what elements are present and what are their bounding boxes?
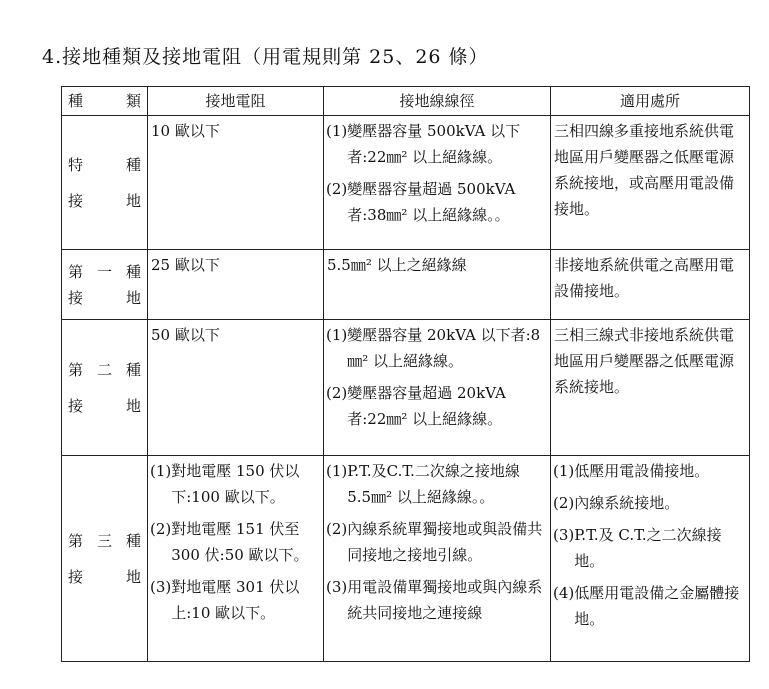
type-char: 地: [125, 288, 141, 307]
item-number: (2): [326, 520, 348, 538]
type-line: [68, 285, 141, 311]
cell-type: [62, 456, 148, 662]
item-text: 對地電壓 151 伏至 300 伏:50 歐以下。: [171, 520, 309, 564]
wire-item: [326, 516, 548, 568]
item-number: (1): [326, 462, 348, 480]
cell-type: [62, 250, 148, 320]
item-text: 25 歐以下: [151, 256, 220, 274]
item-number: (3): [326, 578, 348, 596]
item-number: (2): [150, 520, 172, 538]
table-row: [62, 456, 750, 662]
item-text: 50 歐以下: [151, 326, 220, 344]
usage-item: [553, 522, 747, 574]
item-text: 對地電壓 301 伏以上:10 歐以下。: [171, 578, 300, 622]
item-text: 三相四線多重接地系統供電地區用戶變壓器之低壓電源系統接地，或高壓用電設備接地。: [554, 122, 735, 218]
type-char: 接: [68, 191, 84, 210]
item-number: (4): [553, 584, 575, 602]
type-char: 地: [125, 191, 141, 210]
item-text: 低壓用電設備接地。: [574, 462, 710, 480]
cell-resistance: [148, 320, 324, 456]
wire-item: [326, 118, 548, 170]
cell-wire: [324, 250, 551, 320]
type-line: [68, 357, 141, 383]
item-text: 5.5㎜² 以上之絕緣線: [327, 256, 467, 274]
item-text: 內線系統單獨接地或與設備共同接地之接地引線。: [347, 520, 543, 564]
cell-usage: [551, 320, 750, 456]
type-char: 第: [68, 360, 84, 379]
item-number: (1): [150, 462, 172, 480]
item-text: 非接地系統供電之高壓用電設備接地。: [554, 256, 735, 300]
usage-item: [553, 490, 747, 516]
table-row: [62, 250, 750, 320]
type-char: 一: [96, 262, 112, 281]
type-char: 二: [96, 360, 112, 379]
header-resistance: 接地電阻: [148, 87, 324, 116]
type-char: 三: [96, 531, 112, 550]
item-number: (1): [326, 326, 348, 344]
wire-item: [326, 252, 548, 278]
usage-item: [553, 252, 747, 304]
item-text: 變壓器容量超過 500kVA 者:38㎜² 以上絕緣線。。: [347, 180, 516, 224]
type-char: 種: [125, 360, 141, 379]
item-number: (2): [553, 494, 575, 512]
type-char: 種: [125, 155, 141, 174]
header-usage: 適用處所: [551, 87, 750, 116]
table-row: [62, 116, 750, 250]
table-row: [62, 320, 750, 456]
header-wire: 接地線線徑: [324, 87, 551, 116]
type-char: 種: [125, 531, 141, 550]
cell-resistance: [148, 250, 324, 320]
item-text: 10 歐以下: [151, 122, 220, 140]
item-number: (3): [150, 578, 172, 596]
item-number: (3): [553, 526, 575, 544]
cell-type: [62, 116, 148, 250]
type-line: [68, 564, 141, 590]
item-text: P.T.及 C.T.之二次線接地。: [574, 526, 722, 570]
item-text: 三相三線式非接地系統供電地區用戶變壓器之低壓電源系統接地。: [554, 326, 735, 396]
cell-wire: [324, 456, 551, 662]
table-header-row: [62, 87, 750, 116]
type-line: [68, 259, 141, 285]
item-number: (2): [326, 384, 348, 402]
cell-usage: [551, 116, 750, 250]
type-line: [68, 393, 141, 419]
grounding-table: [61, 86, 750, 662]
resistance-item: [150, 322, 321, 348]
type-line: [68, 528, 141, 554]
type-line: [68, 152, 141, 178]
usage-item: [553, 322, 747, 400]
type-char: 第: [68, 531, 84, 550]
resistance-item: [150, 118, 321, 144]
wire-item: [326, 458, 548, 510]
item-text: 內線系統接地。: [574, 494, 680, 512]
type-char: 種: [125, 262, 141, 281]
item-number: (2): [326, 180, 348, 198]
type-char: 接: [68, 288, 84, 307]
cell-wire: [324, 320, 551, 456]
item-number: (1): [326, 122, 348, 140]
usage-item: [553, 118, 747, 222]
item-text: P.T.及C.T.二次線之接地線 5.5㎜² 以上絕緣線。。: [347, 462, 520, 506]
item-text: 用電設備單獨接地或與內線系統共同接地之連接線: [347, 578, 543, 622]
item-text: 變壓器容量 500kVA 以下者:22㎜² 以上絕緣線。: [347, 122, 521, 166]
item-text: 變壓器容量 20kVA 以下者:8㎜² 以上絕緣線。: [347, 326, 541, 370]
type-line: [68, 188, 141, 214]
resistance-item: [150, 574, 321, 626]
wire-item: [326, 322, 548, 374]
usage-item: [553, 580, 747, 632]
item-text: 變壓器容量超過 20kVA 者:22㎜² 以上絕緣線。: [347, 384, 506, 428]
cell-usage: [551, 250, 750, 320]
cell-wire: [324, 116, 551, 250]
header-type: [62, 87, 148, 116]
cell-type: [62, 320, 148, 456]
header-type-char-2: 類: [125, 92, 141, 110]
type-char: 第: [68, 262, 84, 281]
cell-usage: [551, 456, 750, 662]
header-type-char-1: 種: [68, 92, 84, 110]
type-char: 地: [125, 396, 141, 415]
resistance-item: [150, 516, 321, 568]
section-heading: 4.接地種類及接地電阻（用電規則第 25、26 條）: [42, 46, 489, 68]
wire-item: [326, 574, 548, 626]
item-number: (1): [553, 462, 575, 480]
type-char: 接: [68, 396, 84, 415]
resistance-item: [150, 458, 321, 510]
wire-item: [326, 380, 548, 432]
type-char: 接: [68, 567, 84, 586]
item-text: 低壓用電設備之金屬體接地。: [574, 584, 740, 628]
type-char: 地: [125, 567, 141, 586]
type-char: 特: [68, 155, 84, 174]
cell-resistance: [148, 456, 324, 662]
usage-item: [553, 458, 747, 484]
wire-item: [326, 176, 548, 228]
cell-resistance: [148, 116, 324, 250]
item-text: 對地電壓 150 伏以下:100 歐以下。: [171, 462, 300, 506]
resistance-item: [150, 252, 321, 278]
